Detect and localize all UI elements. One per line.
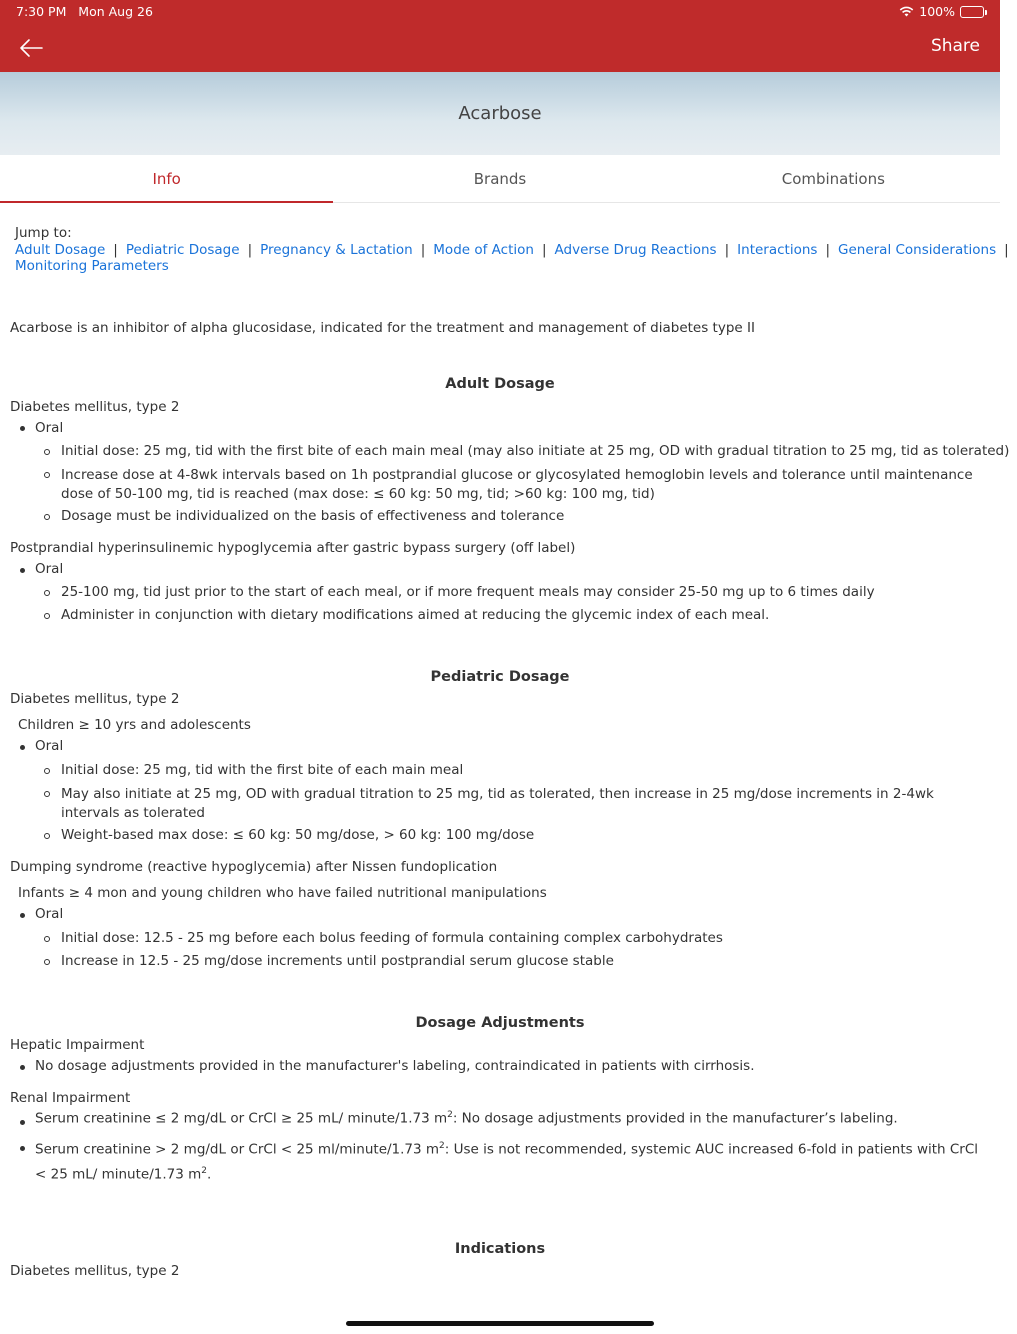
pediatric-population-1: Children ≥ 10 yrs and adolescents xyxy=(18,717,251,733)
circle-bullet-icon xyxy=(44,833,50,839)
bullet-icon xyxy=(20,745,25,750)
circle-bullet-icon xyxy=(44,472,50,478)
battery-icon xyxy=(960,6,984,18)
adult-dosage-heading: Adult Dosage xyxy=(445,376,555,392)
circle-bullet-icon xyxy=(44,768,50,774)
pediatric-condition-1: Diabetes mellitus, type 2 xyxy=(10,691,180,707)
jump-to-links-row2 xyxy=(15,258,169,274)
tab-bar xyxy=(0,155,1000,203)
jump-link-monitoring-parameters[interactable]: Monitoring Parameters xyxy=(15,258,169,274)
tab-brands[interactable]: Brands xyxy=(473,169,527,188)
circle-bullet-icon xyxy=(44,514,50,520)
indication-item-1: Diabetes mellitus, type 2 xyxy=(10,1263,180,1279)
circle-bullet-icon xyxy=(44,791,50,797)
hepatic-impairment-label: Hepatic Impairment xyxy=(10,1037,145,1053)
jump-to-label: Jump to: xyxy=(15,225,72,241)
bullet-icon xyxy=(20,1120,25,1125)
adult-condition-2: Postprandial hyperinsulinemic hypoglycemia after gastric bypass surgery (off label) xyxy=(10,540,576,556)
jump-link-pregnancy-lactation[interactable]: Pregnancy & Lactation xyxy=(260,242,413,258)
pediatric-population-2: Infants ≥ 4 mon and young children who have failed nutritional manipulations xyxy=(18,885,547,901)
bullet-icon xyxy=(20,913,25,918)
circle-bullet-icon xyxy=(44,613,50,619)
pediatric-c2-item-2: Increase in 12.5 - 25 mg/dose increments until postprandial serum glucose stable xyxy=(61,953,614,969)
jump-link-general-considerations[interactable]: General Considerations xyxy=(838,242,997,258)
circle-bullet-icon xyxy=(44,590,50,596)
pediatric-condition-2: Dumping syndrome (reactive hypoglycemia) after Nissen fundoplication xyxy=(10,859,498,875)
indications-heading: Indications xyxy=(454,1241,546,1257)
adult-c1-item-2: Increase dose at 4-8wk intervals based on 1h postprandial glucose or glycosylated hemoglobin levels and tolerance until maintenance dose of 50-100 mg, tid is reached (max dose: ≤ 60 kg: 50 mg, tid; >60 kg: 100 mg, tid) xyxy=(61,467,973,502)
renal-item-1: Serum creatinine ≤ 2 mg/dL or CrCl ≥ 25 mL/ minute/1.73 $m^2$: No dosage adjustments provided in the manufacturer’s labeling. xyxy=(35,1110,898,1127)
status-time: 7:30 PM Mon Aug 26 xyxy=(16,4,153,19)
dosage-adjustments-heading: Dosage Adjustments xyxy=(415,1015,585,1031)
circle-bullet-icon xyxy=(44,449,50,455)
share-button[interactable]: Share xyxy=(930,36,980,56)
bullet-icon xyxy=(20,568,25,573)
renal-item-2: Serum creatinine > 2 mg/dL or CrCl < 25 ml/minute/1.73 $m^2$: Use is not recommended, systemic AUC increased 6-fold in patients with CrCl < 25 mL/ minute/1.73 $m^2$. xyxy=(35,1141,979,1182)
tab-combinations[interactable]: Combinations xyxy=(781,169,885,188)
adult-c1-item-3: Dosage must be individualized on the basis of effectiveness and tolerance xyxy=(61,508,565,524)
jump-link-mode-of-action[interactable]: Mode of Action xyxy=(433,242,534,258)
adult-route-2: Oral xyxy=(35,561,64,577)
adult-c2-item-2: Administer in conjunction with dietary modifications aimed at reducing the glycemic index of each meal. xyxy=(61,607,770,623)
jump-link-pediatric-dosage[interactable]: Pediatric Dosage xyxy=(125,242,240,258)
pediatric-dosage-heading: Pediatric Dosage xyxy=(430,669,570,685)
hepatic-item: No dosage adjustments provided in the manufacturer's labeling, contraindicated in patients with cirrhosis. xyxy=(35,1058,755,1074)
adult-condition-1: Diabetes mellitus, type 2 xyxy=(10,399,180,415)
pediatric-c1-item-3: Weight-based max dose: ≤ 60 kg: 50 mg/dose, > 60 kg: 100 mg/dose xyxy=(61,827,535,843)
bullet-icon xyxy=(20,1146,25,1151)
status-bar xyxy=(0,0,1000,24)
pediatric-c1-item-2: May also initiate at 25 mg, OD with gradual titration to 25 mg, tid as tolerated, then increase in 25 mg/dose increments in 2-4wk intervals as tolerated xyxy=(61,786,934,821)
jump-link-adverse-drug-reactions[interactable]: Adverse Drug Reactions xyxy=(554,242,717,258)
pediatric-route-2: Oral xyxy=(35,906,64,922)
bullet-icon xyxy=(20,426,25,431)
status-date: Mon Aug 26 xyxy=(78,4,153,19)
adult-c2-item-1: 25-100 mg, tid just prior to the start of each meal, or if more frequent meals may consider 25-50 mg up to 6 times daily xyxy=(61,584,875,600)
tab-info[interactable]: Info xyxy=(0,155,333,202)
jump-link-adult-dosage[interactable]: Adult Dosage xyxy=(15,242,106,258)
adult-route-1: Oral xyxy=(35,420,64,436)
back-button[interactable] xyxy=(18,36,44,60)
nav-bar xyxy=(0,24,1000,72)
jump-link-interactions[interactable]: Interactions xyxy=(737,242,818,258)
battery-percent: 100% xyxy=(919,4,955,19)
status-right xyxy=(899,4,984,19)
renal-impairment-label: Renal Impairment xyxy=(10,1090,131,1106)
pediatric-c2-item-1: Initial dose: 12.5 - 25 mg before each bolus feeding of formula containing complex carbohydrates xyxy=(61,930,723,946)
drug-summary: Acarbose is an inhibitor of alpha glucosidase, indicated for the treatment and management of diabetes type II xyxy=(10,320,755,336)
bullet-icon xyxy=(20,1065,25,1070)
jump-to-links-row1: Adult Dosage | Pediatric Dosage | Pregnancy & Lactation | Mode of Action | Adverse Drug Reactions | Interactions | General Considerations | xyxy=(15,242,1009,258)
pediatric-c1-item-1: Initial dose: 25 mg, tid with the first bite of each main meal xyxy=(61,762,464,778)
circle-bullet-icon xyxy=(44,936,50,942)
title-band xyxy=(0,72,1000,155)
pediatric-route-1: Oral xyxy=(35,738,64,754)
page-title: Acarbose xyxy=(458,103,542,124)
adult-c1-item-1: Initial dose: 25 mg, tid with the first bite of each main meal (may also initiate at 25 mg, OD with gradual titration to 25 mg, tid as tolerated) xyxy=(61,443,1010,459)
circle-bullet-icon xyxy=(44,959,50,965)
wifi-icon xyxy=(899,6,914,17)
arrow-left-icon xyxy=(18,36,44,60)
home-indicator xyxy=(346,1321,654,1326)
